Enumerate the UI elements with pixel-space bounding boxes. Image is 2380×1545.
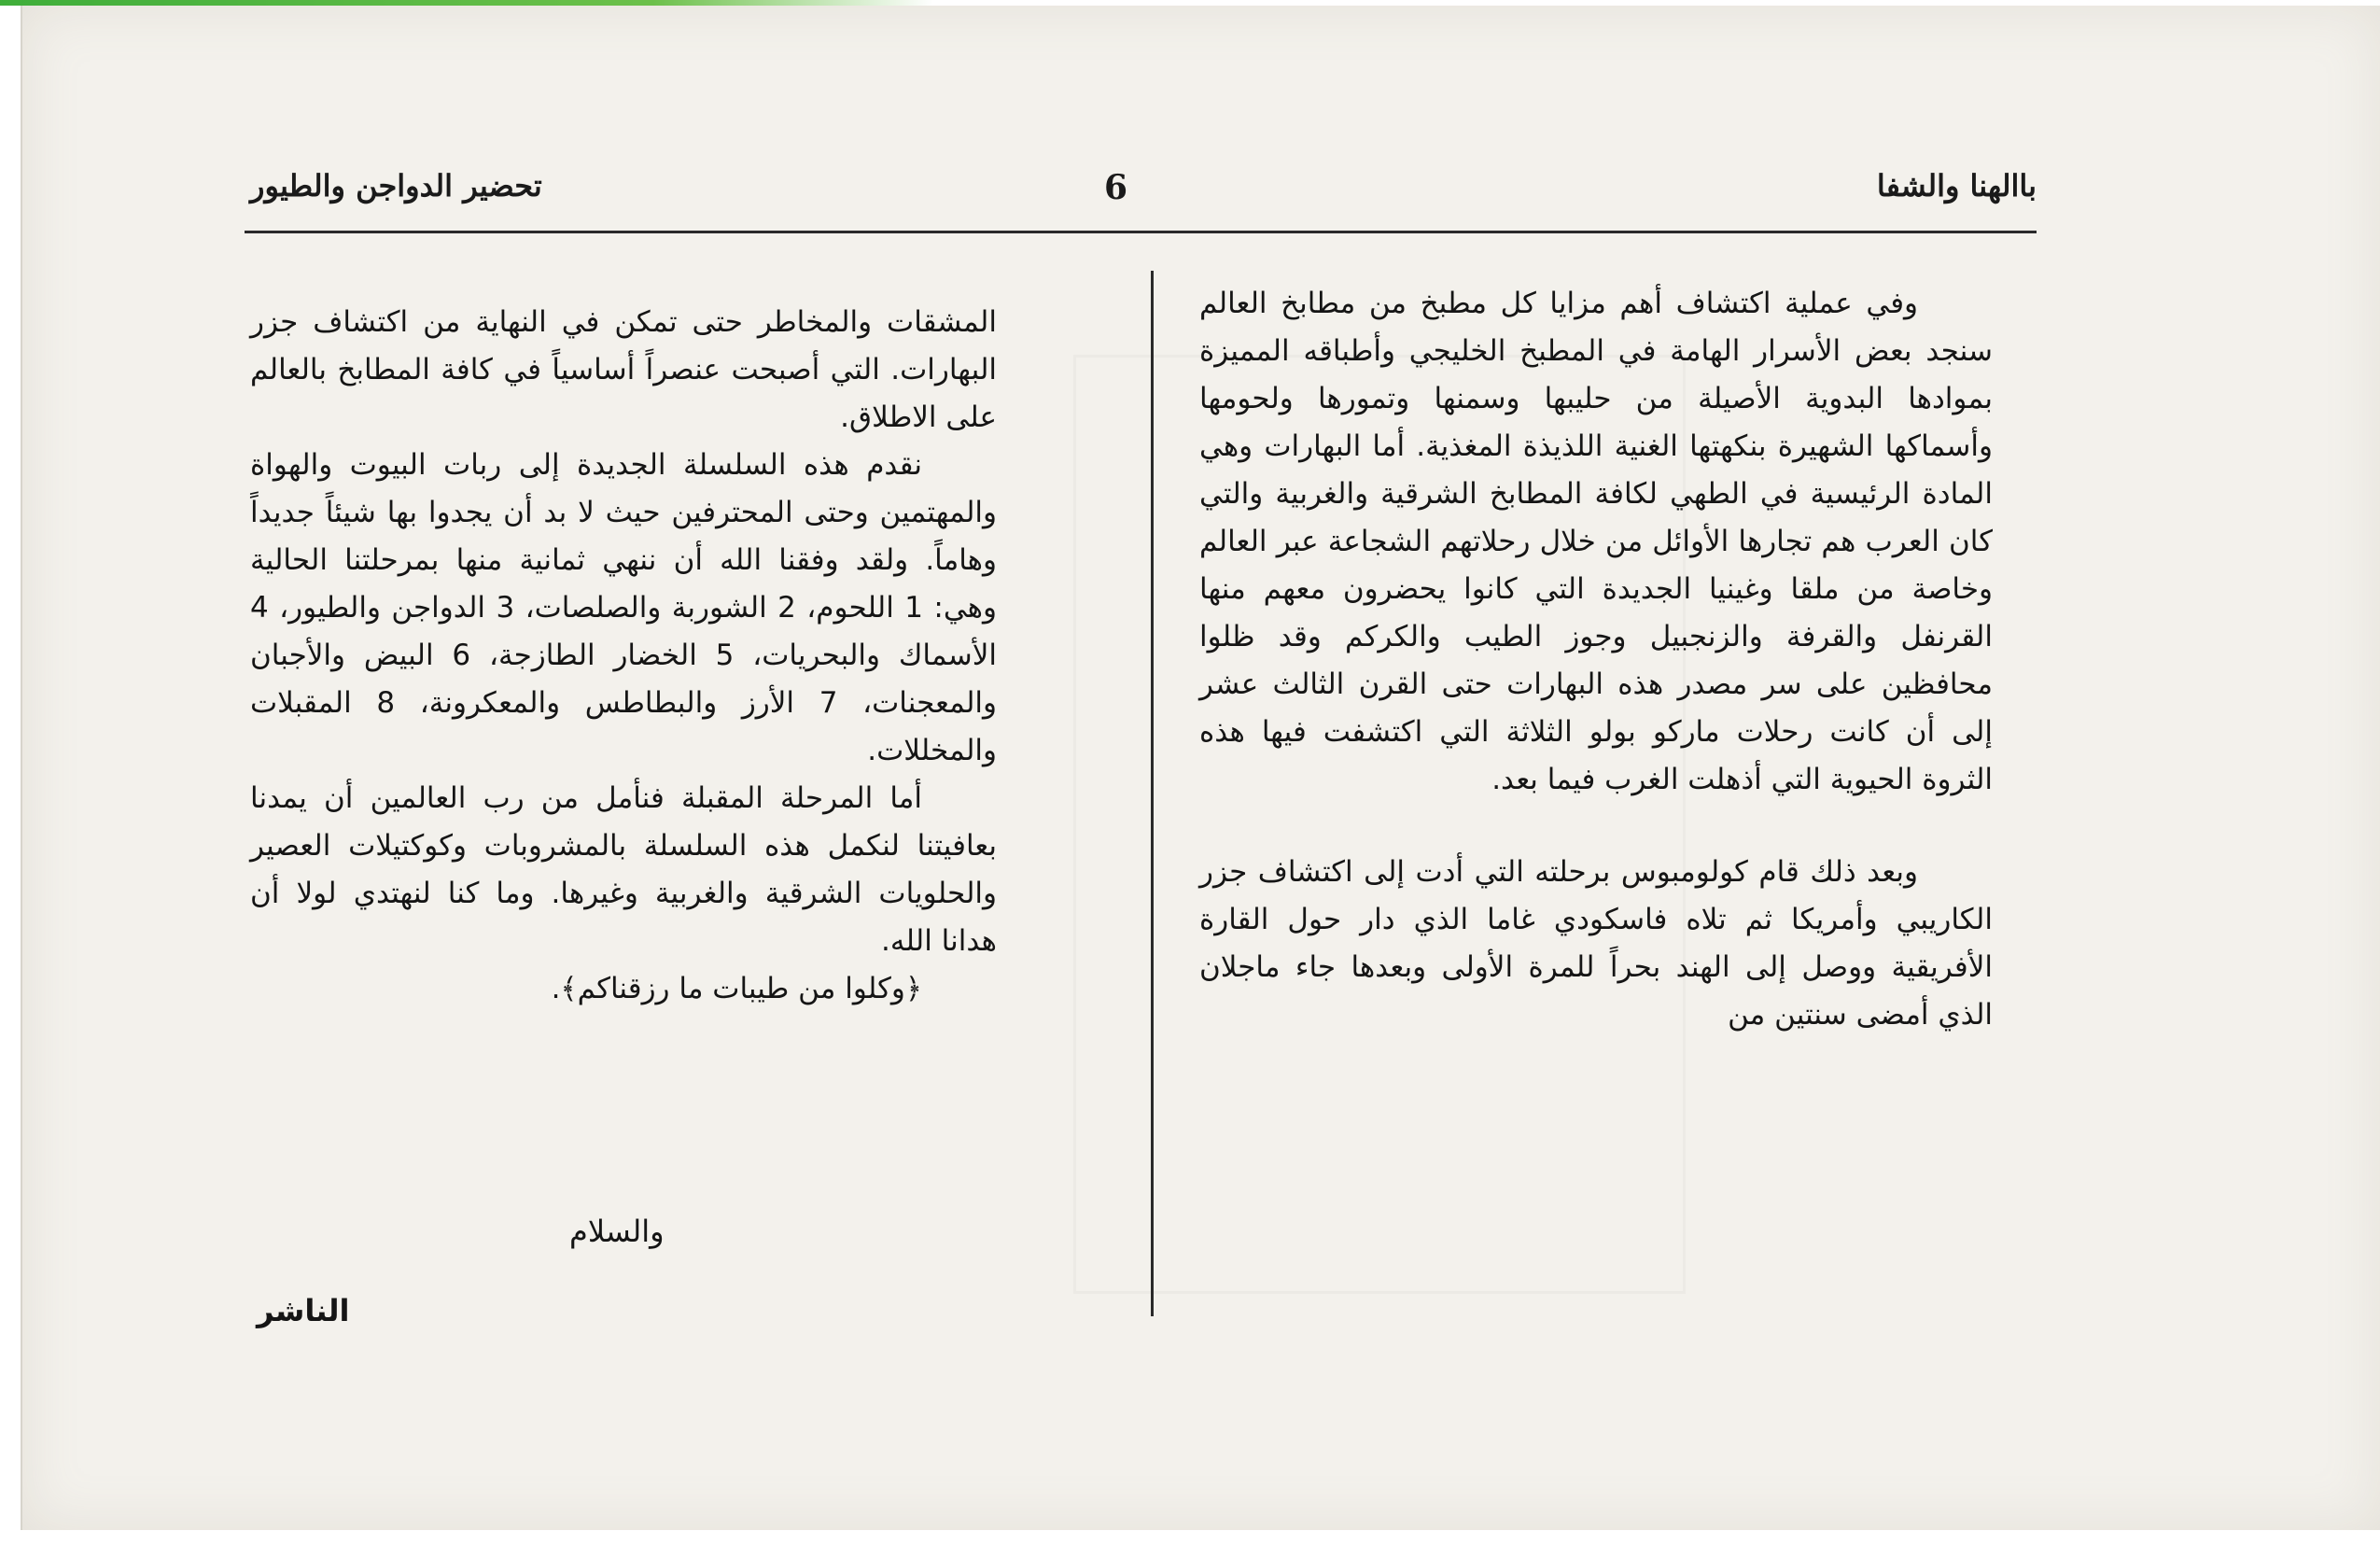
header-page-number: 6 bbox=[1104, 168, 1128, 207]
quran-quote: ﴿وكلوا من طيبات ما رزقناكم﴾. bbox=[551, 972, 922, 1005]
header-rule bbox=[245, 231, 2037, 233]
left-paragraph-1: المشقات والمخاطر حتى تمكن في النهاية من اكتشاف جزر البهارات. التي أصبحت عنصراً أساسياً في كافة المطابخ بالعالم على الاطلاق. bbox=[250, 305, 997, 434]
header-book-title: تحضير الدواجن والطيور bbox=[250, 168, 542, 204]
left-column bbox=[250, 299, 997, 1013]
publisher-signature: الناشر bbox=[257, 1293, 350, 1328]
right-paragraph-2: وبعد ذلك قام كولومبوس برحلته التي أدت إلى اكتشاف جزر الكاريبي وأمريكا ثم تلاه فاسكودي غاما الذي دار حول القارة الأفريقية ووصل إلى الهند بحراً للمرة الأولى وبعدها جاء ماجلان الذي أمضى سنتين من bbox=[1199, 855, 1993, 1032]
scan-bottom-margin bbox=[0, 1530, 2380, 1545]
right-column bbox=[1199, 280, 1993, 1039]
column-divider bbox=[1151, 271, 1154, 1316]
closing-salutation: والسلام bbox=[569, 1214, 665, 1249]
right-paragraph-1: وفي عملية اكتشاف أهم مزايا كل مطبخ من مطابخ العالم سنجد بعض الأسرار الهامة في المطبخ الخليجي وأطباقه المميزة بموادها البدوية الأصيلة من حليبها وسمنها وتمورها ولحومها وأسماكها الشهيرة بنكهتها الغنية اللذيذة المغذية. أما البهارات وهي المادة الرئيسية في الطهي لكافة المطابخ الشرقية والغربية والتي كان العرب هم تجارها الأوائل من خلال رحلاتهم الشجاعة عبر العالم وخاصة من ملقا وغينيا الجديدة التي كانوا يحضرون معهم منها القرنفل والقرفة والزنجبيل وجوز الطيب والكركم وقد ظلوا محافظين على سر مصدر هذه البهارات حتى القرن الثالث عشر إلى أن كانت رحلات ماركو بولو الثلاثة التي اكتشفت فيها هذه الثروة الحيوية التي أذهلت الغرب فيما بعد. bbox=[1199, 287, 1993, 796]
left-paragraph-3: أما المرحلة المقبلة فنأمل من رب العالمين أن يمدنا بعافيتنا لنكمل هذه السلسلة بالمشروبات وكوكتيلات العصير والحلويات الشرقية والغربية وغيرها. وما كنا لنهتدي لولا أن هدانا الله. bbox=[250, 781, 997, 958]
header-series-title: باالهنا والشفا bbox=[1876, 168, 2037, 204]
left-paragraph-2: نقدم هذه السلسلة الجديدة إلى ربات البيوت والهواة والمهتمين وحتى المحترفين حيث لا بد أن يجدوا بها شيئاً جديداً وهاماً. ولقد وفقنا الله أن ننهي ثمانية منها بمرحلتنا الحالية وهي: 1 اللحوم، 2 الشوربة والصلصات، 3 الدواجن والطيور، 4 الأسماك والبحريات، 5 الخضار الطازجة، 6 البيض والأجبان والمعجنات، 7 الأرز والبطاطس والمعكرونة، 8 المقبلات والمخللات. bbox=[250, 448, 998, 767]
